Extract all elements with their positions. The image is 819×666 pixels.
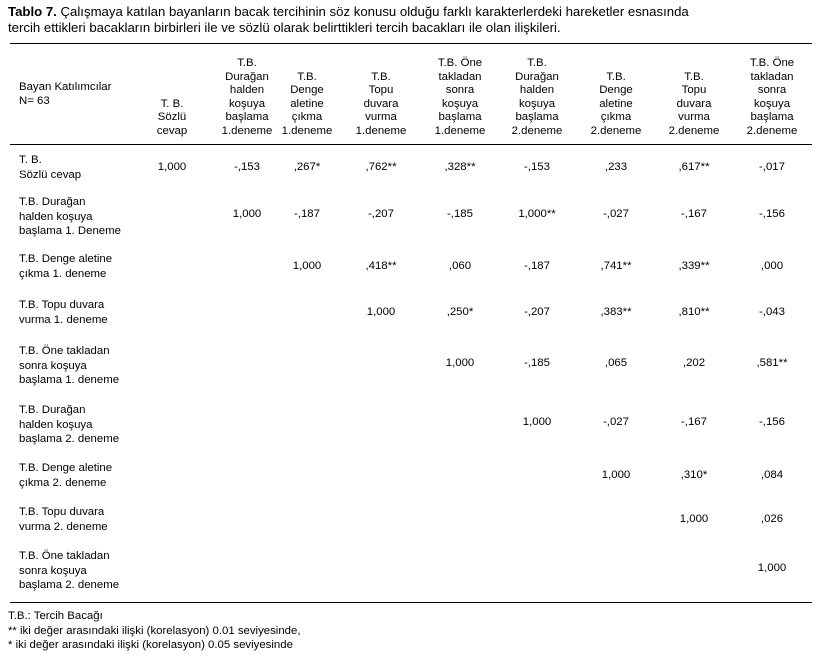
table-number: Tablo 7. [8, 4, 57, 19]
table-cell: -,207 [524, 305, 550, 318]
row-label: T.B. Öne takladan sonra koşuya başlama 1. deneme [19, 345, 120, 386]
column-header: T.B. Topu duvara vurma 1.deneme [355, 70, 407, 137]
table-cell: -,027 [603, 208, 629, 221]
table-cell: ,762** [365, 160, 397, 173]
table-cell: ,741** [600, 259, 632, 272]
table-cell: ,310* [680, 468, 708, 481]
table-cell: ,267* [293, 160, 321, 173]
table-cell: -,185 [524, 357, 550, 370]
row-label: T.B. Topu duvara vurma 2. deneme [19, 506, 108, 533]
table-cell: 1,000 [292, 259, 322, 272]
table-cell: 1,000 [522, 416, 552, 429]
table-cell: 1,000** [518, 208, 556, 221]
table-cell: 1,000 [366, 305, 396, 318]
table-cell: 1,000 [679, 512, 709, 525]
table-cell: ,026 [760, 512, 784, 525]
table-cell: -,167 [681, 208, 707, 221]
column-header: T. B. Sözlü cevap [156, 97, 188, 137]
table-cell: -,156 [759, 208, 785, 221]
row-label: T.B. Topu duvara vurma 1. deneme [19, 299, 108, 326]
table-cell: -,156 [759, 416, 785, 429]
note-significance-001: ** iki değer arasındaki ilişki (korelasyon) 0.01 seviyesinde, [8, 624, 301, 637]
column-header: T.B. Topu duvara vurma 2.deneme [668, 70, 720, 137]
row-label: T.B. Denge aletine çıkma 1. deneme [19, 253, 113, 280]
table-cell: -,153 [524, 160, 550, 173]
table-cell: -,153 [234, 160, 260, 173]
table-cell: ,383** [600, 305, 632, 318]
note-significance-005: * iki değer arasındaki ilişki (korelasyon) 0.05 seviyesinde [8, 639, 293, 651]
table-cell: -,187 [524, 259, 550, 272]
row-label: T.B. Durağan halden koşuya başlama 2. deneme [19, 404, 120, 445]
column-header: T.B. Öne takladan sonra koşuya başlama 2.deneme [746, 57, 798, 137]
table-cell: 1,000 [445, 357, 475, 370]
table-bottom-rule [10, 602, 812, 603]
table-cell: ,339** [678, 259, 710, 272]
table-cell: ,328** [444, 160, 476, 173]
table-cell: ,060 [448, 259, 472, 272]
column-header: T.B. Öne takladan sonra koşuya başlama 1.deneme [434, 57, 486, 137]
table-cell: -,027 [603, 416, 629, 429]
table-cell: ,233 [604, 160, 628, 173]
table-top-rule [10, 43, 812, 44]
row-label: T.B. Durağan halden koşuya başlama 1. Deneme [19, 196, 121, 237]
caption-text-1: Çalışmaya katılan bayanların bacak tercihinin söz konusu olduğu farklı karakterlerdeki hareketler esnasında [56, 4, 689, 19]
table-caption [8, 4, 814, 36]
caption-text-2: tercih ettikleri bacakların birbirleri ile ve sözlü olarak belirttikleri tercih bacakları ile olan ilişkileri. [8, 20, 561, 35]
table-cell: -,185 [447, 208, 473, 221]
table-cell: -,207 [368, 208, 394, 221]
table-cell: ,617** [678, 160, 710, 173]
table-cell: ,250* [446, 305, 474, 318]
row-label: T.B. Denge aletine çıkma 2. deneme [19, 462, 113, 489]
table-cell: 1,000 [757, 562, 787, 575]
table-cell: -,187 [294, 208, 320, 221]
table-header-rule [10, 144, 812, 145]
table-cell: ,810** [678, 305, 710, 318]
column-header: T.B. Durağan halden koşuya başlama 2.deneme [511, 57, 563, 137]
table-cell: ,581** [756, 357, 788, 370]
caption-line-1 [8, 4, 814, 20]
column-header: T.B. Denge aletine çıkma 2.deneme [590, 70, 642, 137]
table-cell: 1,000 [232, 208, 262, 221]
table-cell: ,000 [760, 259, 784, 272]
table-notes [8, 609, 301, 653]
table-cell: ,418** [365, 259, 397, 272]
table-cell: 1,000 [157, 160, 187, 173]
column-header: T.B. Denge aletine çıkma 1.deneme [281, 70, 333, 137]
row-header: Bayan Katılımcılar N= 63 [19, 81, 112, 107]
table-cell: ,065 [604, 357, 628, 370]
table-cell: ,084 [760, 468, 784, 481]
table-cell: -,167 [681, 416, 707, 429]
note-abbreviation: T.B.: Tercih Bacağı [8, 610, 103, 622]
row-label: T. B. Sözlü cevap [19, 154, 82, 181]
row-label: T.B. Öne takladan sonra koşuya başlama 2. deneme [19, 550, 120, 591]
table-cell: -,043 [759, 305, 785, 318]
table-cell: -,017 [759, 160, 785, 173]
table-cell: 1,000 [601, 468, 631, 481]
column-header: T.B. Durağan halden koşuya başlama 1.deneme [221, 57, 273, 137]
table-cell: ,202 [682, 357, 706, 370]
